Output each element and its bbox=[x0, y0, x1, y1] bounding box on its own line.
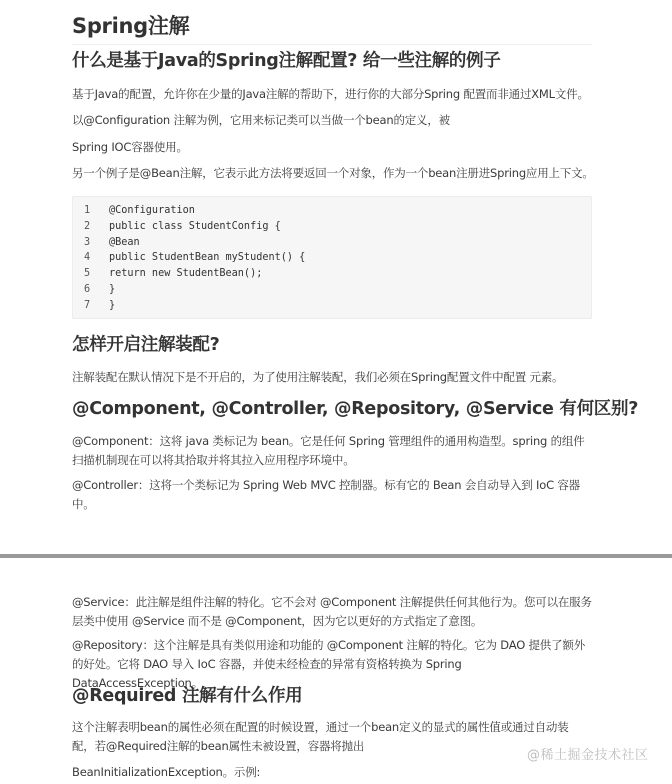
code-text: @Bean bbox=[109, 236, 140, 248]
line-number: 6 bbox=[84, 283, 91, 295]
code-line bbox=[73, 298, 591, 314]
code-line bbox=[73, 282, 591, 298]
paragraph-repository: @Repository：这个注解是具有类似用途和功能的 @Component 注解的特化。它为 DAO 提供了额外的好处。它将 DAO 导入 IoC 容器，并使未经检查的异常有资格转换为 Spring DataAccessException。 bbox=[72, 638, 586, 690]
code-line bbox=[73, 203, 591, 219]
paragraph-controller: @Controller：这将一个类标记为 Spring Web MVC 控制器。标有它的 Bean 会自动导入到 IoC 容器中。 bbox=[72, 478, 580, 511]
section-heading-required: @Required 注解有什么作用 bbox=[72, 686, 303, 706]
line-number: 7 bbox=[84, 299, 91, 311]
line-number: 5 bbox=[84, 268, 91, 280]
code-text: return new StudentBean(); bbox=[109, 268, 263, 280]
paragraph-java-config: 基于Java的配置，允许你在少量的Java注解的帮助下，进行你的大部分Spring 配置而非通过XML文件。 bbox=[72, 87, 589, 101]
code-line bbox=[73, 266, 591, 282]
line-number: 3 bbox=[84, 236, 91, 248]
paragraph-service: @Service：此注解是组件注解的特化。它不会对 @Component 注解提供任何其他行为。您可以在服务层类中使用 @Service 而不是 @Component，因为它以更好的方式指定了意图。 bbox=[72, 595, 592, 628]
code-text: @Configuration bbox=[109, 205, 195, 216]
paragraph-bean: 另一个例子是@Bean注解，它表示此方法将要返回一个对象，作为一个bean注册进Spring应用上下文。 bbox=[72, 166, 594, 180]
code-block bbox=[72, 196, 592, 319]
section-heading-component-differences: @Component, @Controller, @Repository, @Service 有何区别? bbox=[72, 399, 639, 419]
page-divider bbox=[0, 554, 672, 558]
code-text: public class StudentConfig { bbox=[109, 220, 281, 232]
paragraph-enable-annotation: 注解装配在默认情况下是不开启的，为了使用注解装配，我们必须在Spring配置文件中配置 元素。 bbox=[72, 370, 564, 384]
paragraph-ioc: Spring IOC容器使用。 bbox=[72, 140, 188, 154]
code-text: } bbox=[109, 283, 116, 295]
watermark: @稀土掘金技术社区 bbox=[527, 748, 649, 763]
line-number: 2 bbox=[84, 220, 91, 232]
section-heading-java-config: 什么是基于Java的Spring注解配置? 给一些注解的例子 bbox=[72, 51, 501, 71]
paragraph-component: @Component：这将 java 类标记为 bean。它是任何 Spring 管理组件的通用构造型。spring 的组件扫描机制现在可以将其拾取并将其拉入应用程序环境中。 bbox=[72, 434, 585, 467]
paragraph-required-exception: BeanInitializationException。示例: bbox=[72, 765, 261, 779]
code-text: } bbox=[109, 299, 116, 311]
code-line bbox=[73, 235, 591, 251]
section-heading-enable-annotation: 怎样开启注解装配? bbox=[72, 335, 220, 355]
code-line bbox=[73, 250, 591, 266]
code-text: public StudentBean myStudent() { bbox=[109, 252, 306, 264]
paragraph-required: 这个注解表明bean的属性必须在配置的时候设置，通过一个bean定义的显式的属性值或通过自动装配，若@Required注解的bean属性未被设置，容器将抛出 bbox=[72, 720, 569, 753]
code-line bbox=[73, 219, 591, 235]
paragraph-configuration: 以@Configuration 注解为例，它用来标记类可以当做一个bean的定义，被 bbox=[72, 113, 450, 127]
line-number: 1 bbox=[84, 205, 91, 216]
line-number: 4 bbox=[84, 252, 91, 264]
page-title: Spring注解 bbox=[72, 12, 592, 45]
